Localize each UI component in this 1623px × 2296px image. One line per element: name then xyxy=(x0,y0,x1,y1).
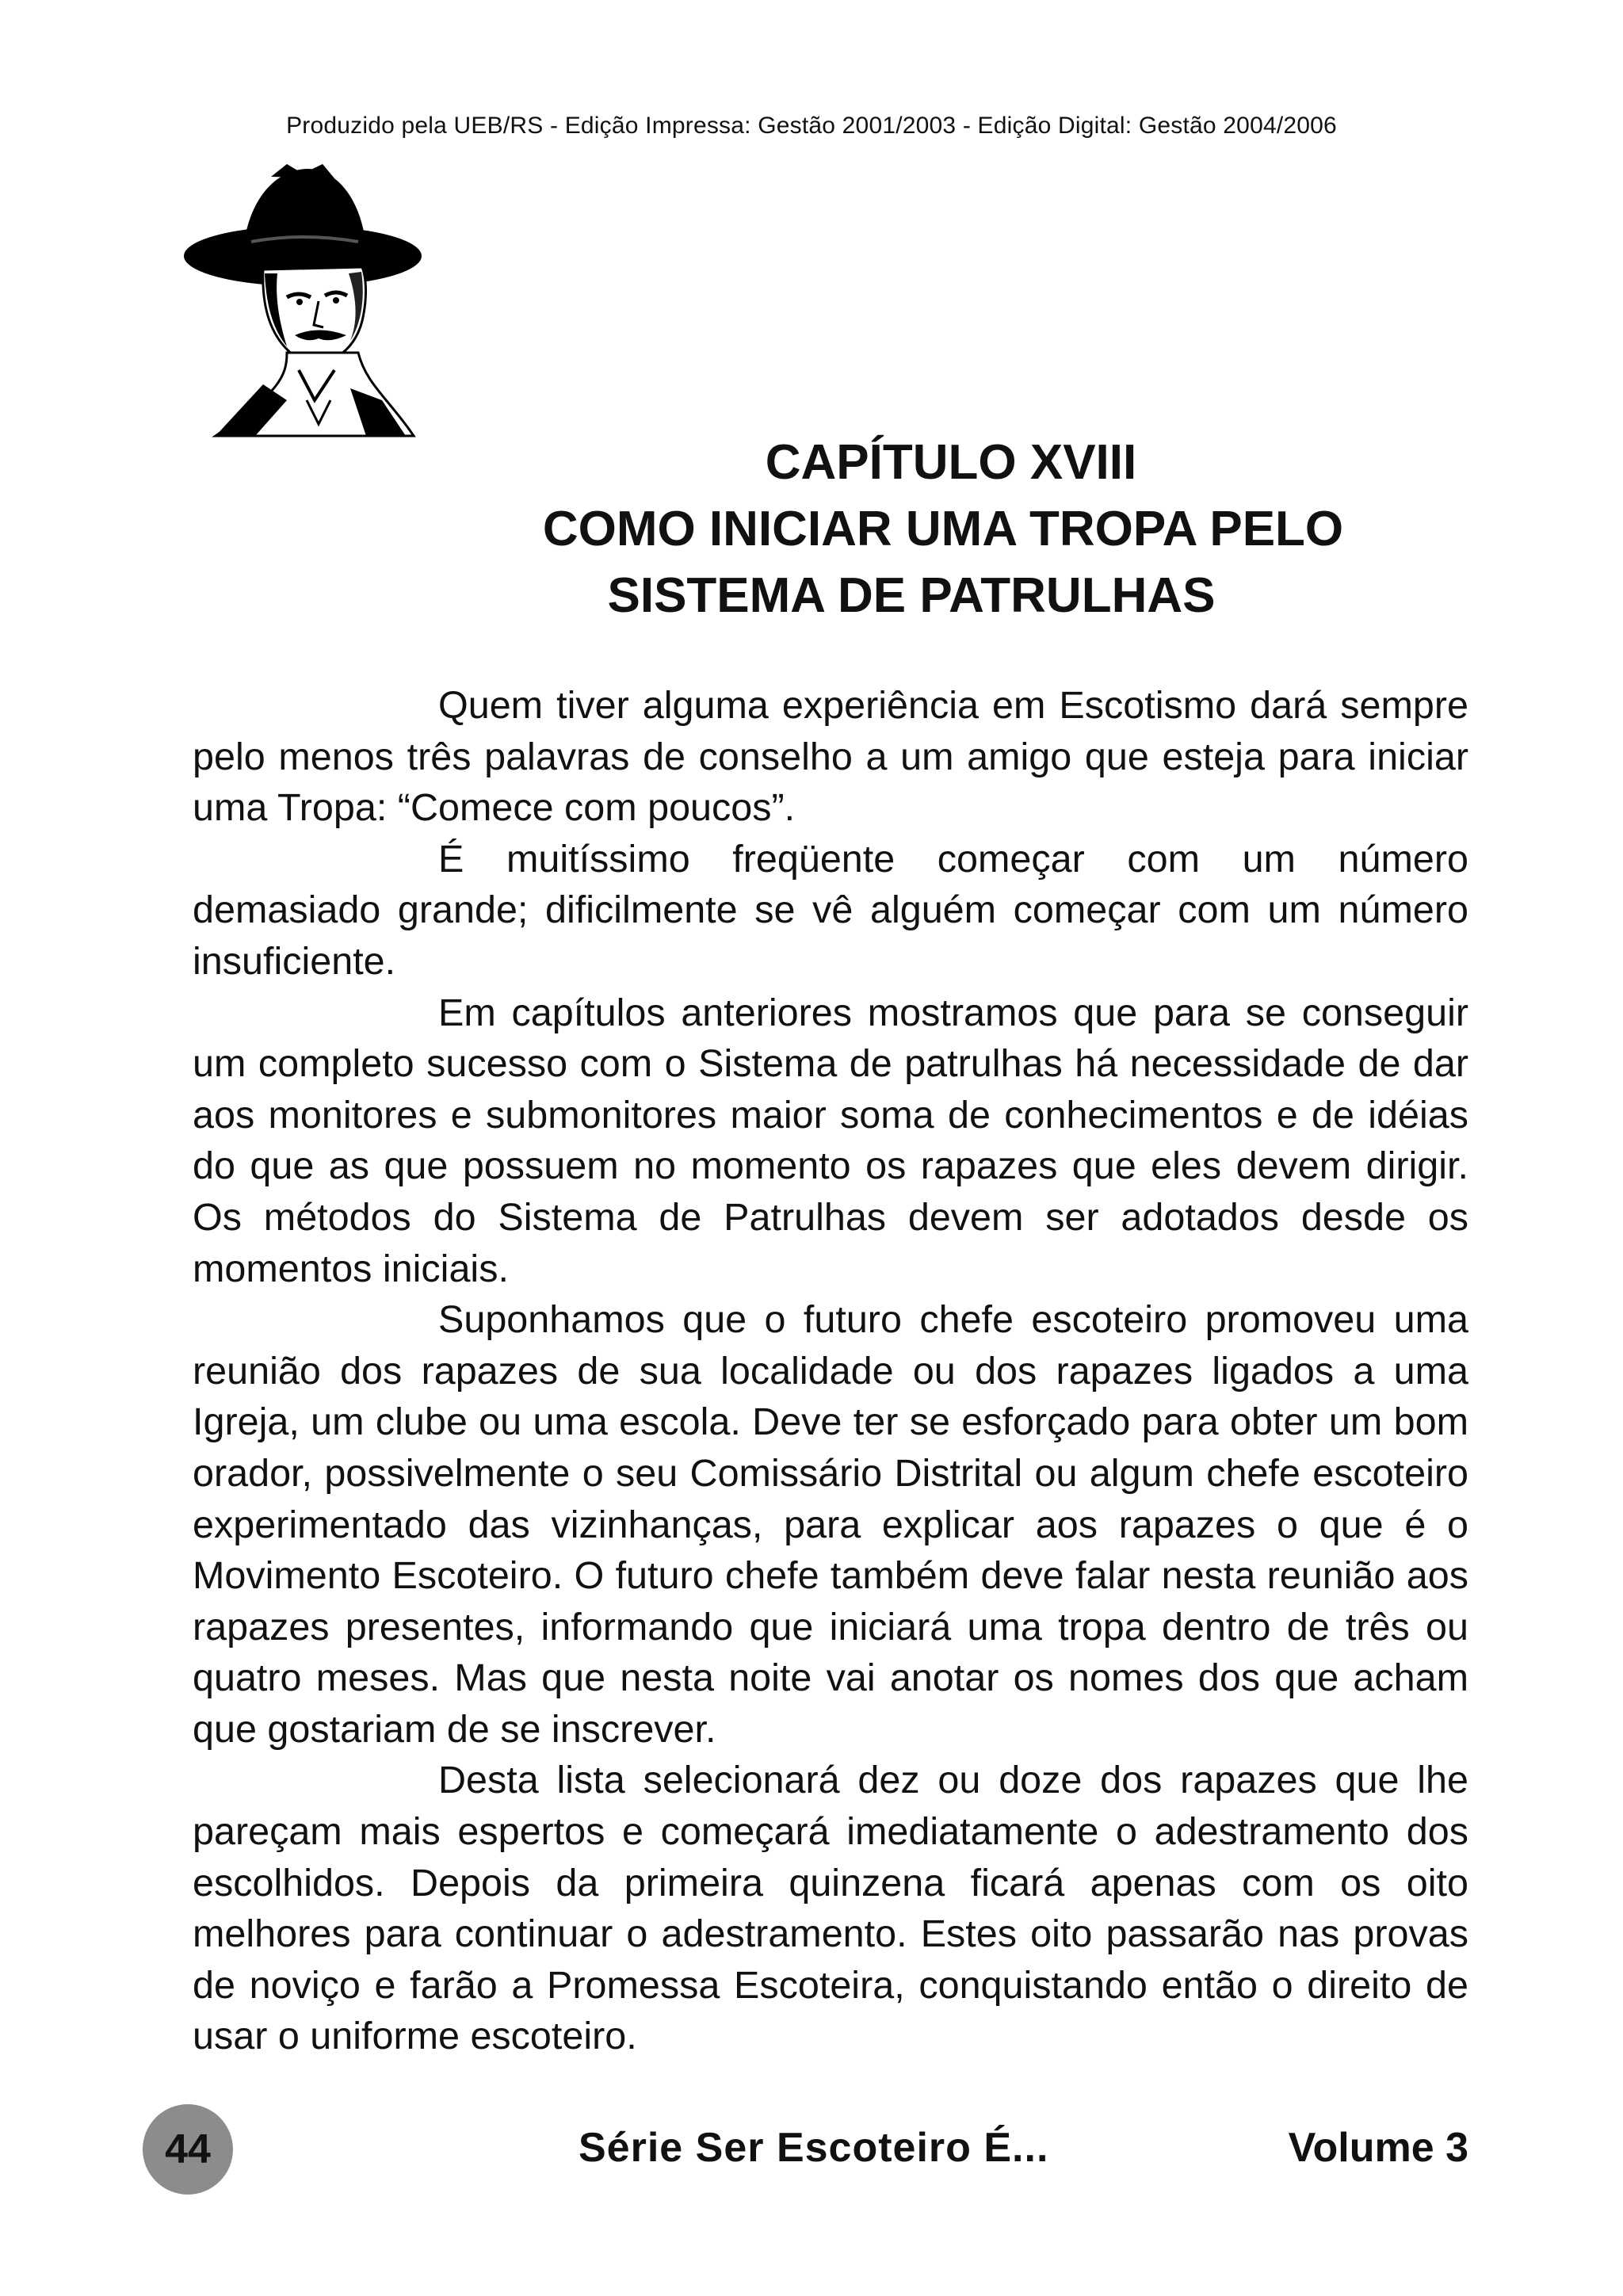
paragraph: Em capítulos anteriores mostramos que para se conseguir um completo sucesso com o Sistema de patrulhas há necessidade de dar aos monitores e submonitores maior soma de conhecimentos e de idéias do que as que possuem no momento os rapazes que eles devem dirigir. Os métodos do Sistema de Patrulhas devem ser adotados desde os momentos iniciais. xyxy=(193,991,1468,1290)
chapter-number-title: CAPÍTULO XVIII xyxy=(765,435,1137,490)
page-number-badge xyxy=(143,2104,233,2195)
paragraph: Desta lista selecionará dez ou doze dos rapazes que lhe pareçam mais espertos e começará imediatamente o adestramento dos escolhidos. Depois da primeira quinzena ficará apenas com os oito melhores para continuar o adestramento. Estes oito passarão nas provas de noviço e farão a Promessa Escoteira, conquistando então o direito de usar o uniforme escoteiro. xyxy=(193,1759,1468,2058)
chapter-title-line-2: SISTEMA DE PATRULHAS xyxy=(607,568,1216,623)
footer-series-title: Série Ser Escoteiro É... xyxy=(579,2125,1049,2171)
paragraph: É muitíssimo freqüente começar com um número demasiado grande; dificilmente se vê alguém começar com um número insuficiente. xyxy=(193,837,1468,983)
footer-volume: Volume 3 xyxy=(1288,2125,1468,2171)
page-number: 44 xyxy=(165,2126,211,2172)
chapter-title-line-1: COMO INICIAR UMA TROPA PELO xyxy=(542,502,1344,556)
page-header-credits: Produzido pela UEB/RS - Edição Impressa: Gestão 2001/2003 - Edição Digital: Gestão 2004/2006 xyxy=(286,113,1337,139)
paragraph: Suponhamos que o futuro chefe escoteiro promoveu uma reunião dos rapazes de sua localidade ou dos rapazes ligados a uma Igreja, um clube ou uma escola. Deve ter se esforçado para obter um bom orador, possivelmente o seu Comissário Distrital ou algum chefe escoteiro experimentado das vizinhanças, para explicar aos rapazes o que é o Movimento Escoteiro. O futuro chefe também deve falar nesta reunião aos rapazes presentes, informando que iniciará uma tropa dentro de três ou quatro meses. Mas que nesta noite vai anotar os nomes dos que acham que gostariam de se inscrever. xyxy=(193,1298,1468,1751)
paragraph: Quem tiver alguma experiência em Escotismo dará sempre pelo menos três palavras de conselho a um amigo que esteja para iniciar uma Tropa: “Comece com poucos”. xyxy=(193,684,1468,830)
chapter-body xyxy=(193,680,1468,2062)
scout-founder-portrait-icon xyxy=(168,162,453,440)
